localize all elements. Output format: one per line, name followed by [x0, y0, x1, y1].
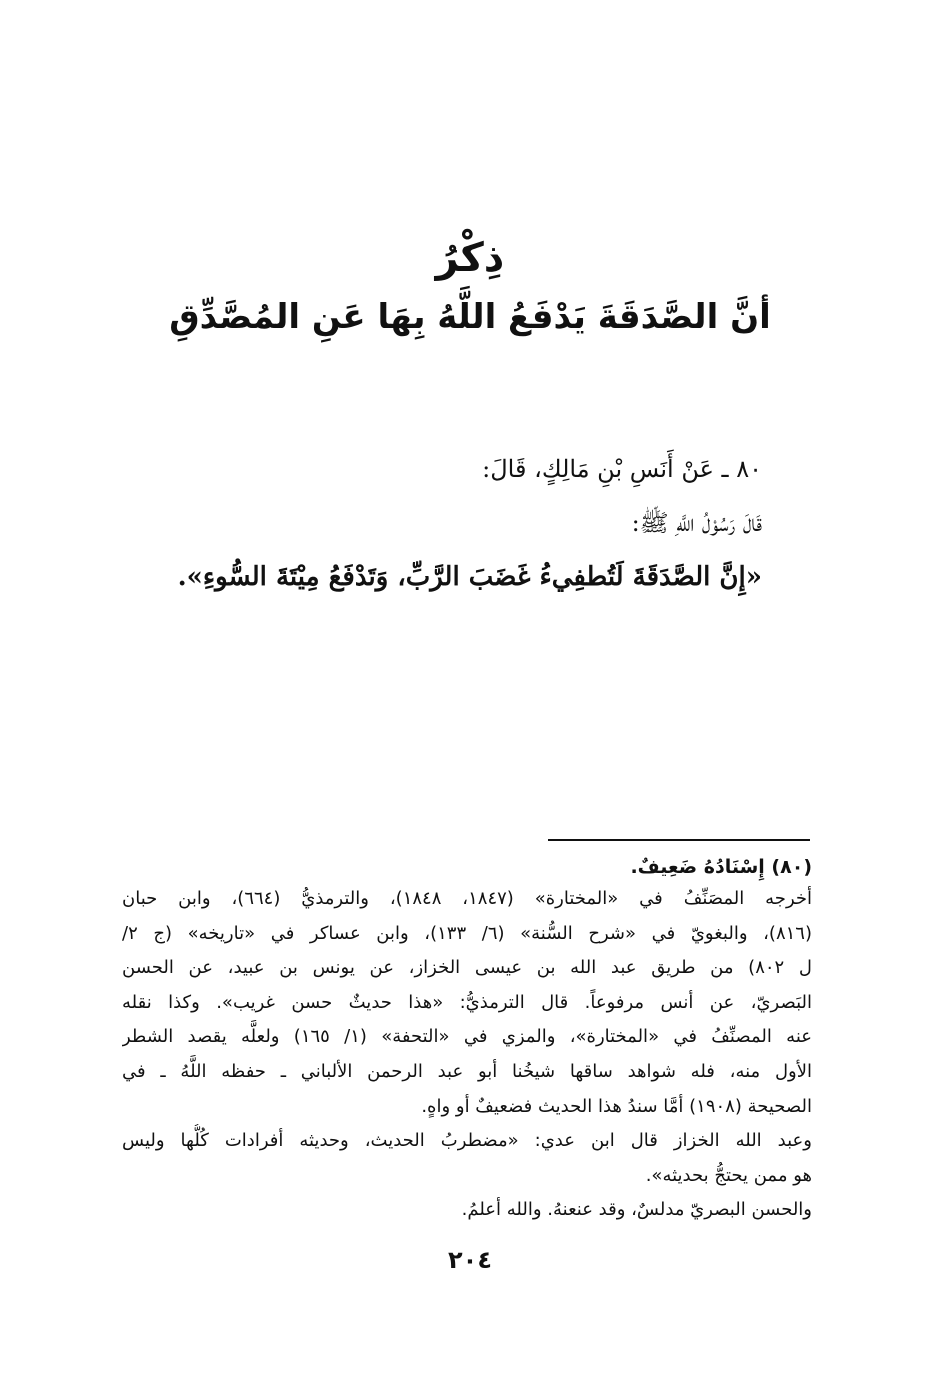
- footnote-line: والحسن البصريّ مدلسٌ، وقد عنعنهُ. والله أعلمُ.: [461, 1199, 812, 1221]
- page-number: ٢٠٤: [448, 1246, 492, 1274]
- footnote-line: ل ٨٠٢) من طريق عبد الله بن عيسى الخزاز، عن يونس بن عبيد، عن الحسن: [122, 957, 812, 979]
- footnote-line: أخرجه المصَنِّفُ في «المختارة» (١٨٤٧، ١٨٤٨)، والترمذيُّ (٦٦٤)، وابن حبان: [122, 888, 812, 909]
- chapter-heading: ذِكْرُ: [435, 235, 505, 281]
- footnote-line: (٨١٦)، والبغويّ في «شرح السُّنة» (٦/ ١٣٣)، وابن عساكر في «تاريخه» (ج ٢/: [122, 922, 812, 944]
- footnote-divider: [548, 839, 810, 841]
- footnote-line: الأول منه، فله شواهد ساقها شيخُنا أبو عبد الرحمن الألباني ـ حفظه اللَّهُ ـ في: [122, 1060, 812, 1082]
- footnote-line: وعبد الله الخزاز قال ابن عدي: «مضطربُ الحديث، وحديثه أفرادات كُلُّها وليس: [122, 1130, 812, 1152]
- footnote-heading: (٨٠) إِسْنَادُهُ ضَعِيفٌ.: [630, 856, 812, 878]
- footnote-body: [122, 882, 812, 1228]
- hadith-text-line: «إِنَّ الصَّدَقَةَ لَتُطفِيءُ غَضَبَ الرَّبِّ، وَتَدْفَعُ مِيْتَةَ السُّوءِ».: [177, 562, 762, 592]
- footnote-line: البَصريّ، عن أنس مرفوعاً. قال الترمذيُّ: «هذا حديثٌ حسن غريب». وكذا نقله: [122, 991, 812, 1013]
- footnote-line: هو ممن يحتجُّ بحديثه».: [645, 1164, 812, 1186]
- chapter-subtitle: أنَّ الصَّدَقَةَ يَدْفَعُ اللَّهُ بِهَا عَنِ المُصَّدِّقِ: [169, 297, 771, 337]
- footnote-line: عنه المصنِّفُ في «المختارة»، والمزي في «التحفة» (١/ ١٦٥) ولعلَّه يقصد الشطر: [122, 1026, 812, 1048]
- hadith-isnad-line: ٨٠ ـ عَنْ أَنَسِ بْنِ مَالِكٍ، قَالَ:: [482, 455, 762, 483]
- footnote-line: الصحيحة (١٩٠٨) أمَّا سندُ هذا الحديث فضعيفٌ أو واهٍ.: [421, 1095, 812, 1117]
- hadith-attribution-line: قَالَ رَسُوْلُ اللَّهِ ﷺ:: [631, 509, 762, 537]
